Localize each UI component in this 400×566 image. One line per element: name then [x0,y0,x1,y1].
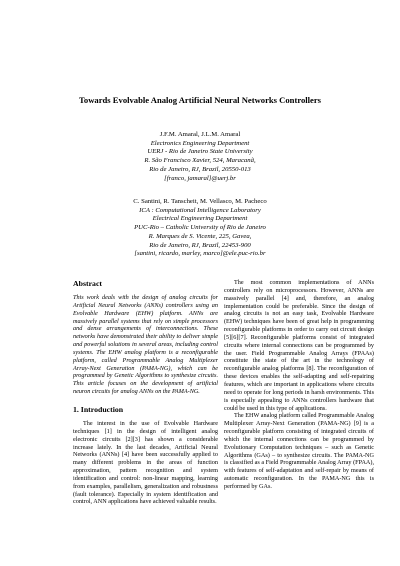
paper-title: Towards Evolvable Analog Artificial Neural Networks Controllers [78,95,322,105]
body-paragraph-2: The EHW analog platform called Programmable Analog Multiplexer Array-Next Generation (PAMA-NG) [9] is a reconfigurable platform consisting of integrated circuits of which the internal connections can be programmed by Evolutionary Computation techniques – such as Genetic Algorithms (GAs) – to synthesize circuits. The PAMA-NG is classified as a Field Programmable Analog Array (FPAA), with features of self-adaptation and self-repair by means of automatic reconfiguration. In the PAMA-NG this is performed by GAs. [224,412,374,490]
body-paragraph-1: The most common implementations of ANNs controllers rely on microprocessors. However, ANNs are massively parallel [4] and, therefore, an analog implementation could be preferable. Since the design of analog circuits is not an easy task, Evolvable Hardware (EHW) techniques have been of great help in programming reconfigurable platforms in order to carry out circuit design [5][6][7]. Reconfigurable platforms consist of integrated circuits where internal connections can be programmed by the user. Field Programmable Analog Arrays (FPAAs) constitute the state of the art in the technology of reconfigurable analog platforms [8]. The reconfiguration of these devices enables the self-adapting and self-repairing features, which are important in applications where circuits need to operate for long periods in harsh environments. This is especially appealing to ANNs controllers hardware that could be used in this type of applications. [224,279,374,412]
abstract-heading: Abstract [73,279,103,288]
right-column [224,279,374,491]
address-line-1b: Rio de Janeiro, RJ, Brazil, 20550-013 [149,165,251,173]
address-line-2a: R. Marques de S. Vicente, 225, Gavea, [148,232,252,240]
affiliation-block-2 [0,198,400,259]
address-line-2b: Rio de Janeiro, RJ, Brazil, 22453-900 [149,241,251,249]
department-2: Electrical Engineering Department [152,215,248,223]
left-column [73,279,218,506]
abstract-text: This work deals with the design of analog circuits for Artificial Neural Networks (ANNs) controllers using an Evolvable Hardware (EHW) platform. ANNs are massively parallel systems that rely on simple processors and dense arrangements of interconnections. These networks have demonstrated their ability to deliver simple and powerful solutions in several areas, including control systems. The EHW analog platform is a reconfigurable platform, called Programmable Analog Multiplexer Array-Next Generation (PAMA-NG), which can be programmed by Genetic Algorithms to synthesize circuits. This article focuses on the development of artificial neuron circuits for analog ANNs on the PAMA-NG. [73,294,218,396]
affiliation-block-1 [0,131,400,183]
introduction-heading: 1. Introduction [73,404,124,414]
address-line-1a: R. São Francisco Xavier, 524, Maracanã, [144,157,256,165]
department-1: Electronics Engineering Department [150,139,250,147]
email-2: [santini, ricardo, marley, marco]@ele.puc-rio.br [134,250,266,258]
lab-2: ICA : Computational Intelligence Laboratory [139,206,261,214]
email-1: [franco, jamaral]@uerj.br [164,174,236,182]
university-2: PUC-Rio – Catholic University of Rio de Janeiro [134,224,266,232]
authors-1: J.F.M. Amaral, J.L.M. Amaral [159,131,241,138]
university-1: UERJ - Rio de Janeiro State University [147,148,253,156]
authors-2: C. Santini, R. Tanscheit, M. Vellasco, M. Pacheco [133,198,267,205]
introduction-paragraph-1: The interest in the use of Evolvable Hardware techniques [1] in the design of intelligent analog electronic circuits [2][3] has shown a considerable increase lately. In the last decades, Artificial Neural Networks (ANNs) [4] have been successfully applied to many different problems in the areas of function approximation, pattern recognition and system identification and control: non-linear mapping, learning from examples, parallelism, generalization and robustness (fault tolerance). Especially in system identification and control, ANN applications have achieved valuable results. [73,419,218,506]
